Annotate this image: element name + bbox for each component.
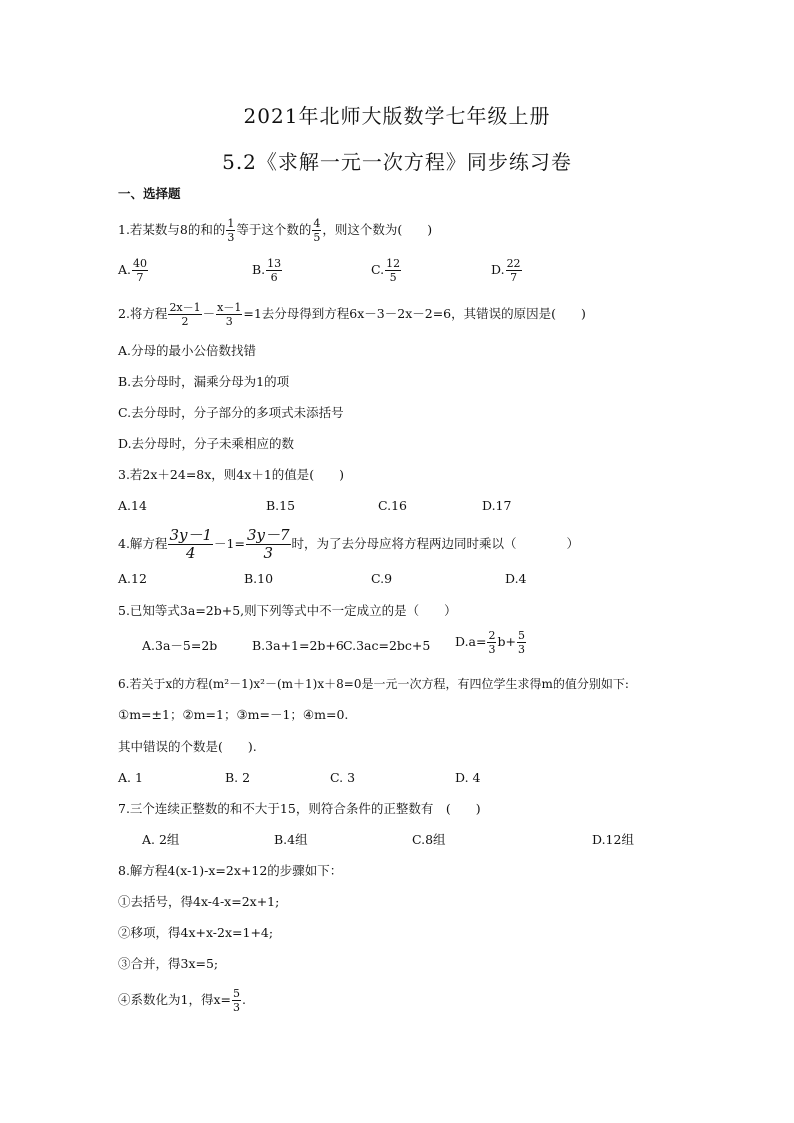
q7-option-c: C.8组 xyxy=(412,832,446,847)
q7-option-a: A. 2组 xyxy=(142,832,180,847)
fraction: $\frac{3y-1}{4}$ xyxy=(169,526,212,562)
fraction: $\frac{4}{5}$ xyxy=(313,217,321,244)
fraction: $\frac{x-1}{3}$ xyxy=(217,301,242,328)
q2-option-d: D.去分母时，分子未乘相应的数 xyxy=(118,436,295,451)
q7-option-b: B.4组 xyxy=(274,832,308,847)
title-main: 2021年北师大版数学七年级上册 xyxy=(243,104,551,128)
question-5: 5.已知等式3a=2b+5,则下列等式中不一定成立的是（ ） xyxy=(118,603,457,618)
q7-option-d: D.12组 xyxy=(592,832,634,847)
q6-line-2: ①m=±1；②m=1；③m=－1；④m=0. xyxy=(118,707,349,722)
question-4: 4.解方程 $\frac{3y-1}{4}$ －1= $\frac{3y-7}{3}$ 时，为了去分母应将方程两边同时乘以（ ） xyxy=(118,526,580,562)
q6-line-3: 其中错误的个数是( ). xyxy=(118,739,257,754)
question-7: 7.三个连续正整数的和不大于15，则符合条件的正整数有 ( ) xyxy=(118,801,481,816)
q2-option-c: C.去分母时，分子部分的多项式未添括号 xyxy=(118,405,344,420)
question-3: 3.若2x＋24=8x，则4x＋1的值是( ) xyxy=(118,467,345,482)
q1-option-a: A. $\frac{40}{7}$ xyxy=(118,257,148,284)
question-2: 2.将方程 $\frac{2x-1}{2}$ － $\frac{x-1}{3}$ =1去分母得到方程6x－3－2x－2=6，其错误的原因是( ) xyxy=(118,301,586,328)
q8-step-3: ③合并，得3x=5; xyxy=(118,956,219,971)
fraction: $\frac{3y-7}{3}$ xyxy=(246,526,290,562)
q6-option-b: B. 2 xyxy=(225,770,251,785)
q1-option-c: C. $\frac{12}{5}$ xyxy=(371,257,401,284)
q8-step-4: ④系数化为1，得x= $\frac{5}{3}$ . xyxy=(118,987,246,1014)
q2-option-a: A.分母的最小公倍数找错 xyxy=(118,343,257,358)
q8-step-1: ①去括号，得4x-4-x=2x+1; xyxy=(118,894,280,909)
q6-option-c: C. 3 xyxy=(330,770,356,785)
fraction: $\frac{5}{3}$ xyxy=(232,987,240,1014)
q5-option-b: B.3a+1=2b+6 xyxy=(252,638,344,653)
question-8: 8.解方程4(x-1)-x=2x+12的步骤如下： xyxy=(118,863,343,878)
q4-option-d: D.4 xyxy=(505,571,527,586)
q1-option-b: B. $\frac{13}{6}$ xyxy=(252,257,282,284)
section-heading: 一、选择题 xyxy=(118,186,181,201)
q3-option-c: C.16 xyxy=(378,498,407,513)
question-1: 1.若某数与8的和的 $\frac{1}{3}$ 等于这个数的 $\frac{4}{5}$ ，则这个数为( ) xyxy=(118,217,433,244)
q4-option-a: A.12 xyxy=(118,571,147,586)
fraction: $\frac{2x-1}{2}$ xyxy=(169,301,201,328)
q4-option-b: B.10 xyxy=(244,571,274,586)
q1-option-d: D. $\frac{22}{7}$ xyxy=(491,257,521,284)
q3-option-d: D.17 xyxy=(482,498,512,513)
question-6: 6.若关于x的方程(m²－1)x²－(m＋1)x＋8=0是一元一次方程，有四位学生求得m的值分别如下: xyxy=(118,677,629,691)
q3-option-b: B.15 xyxy=(266,498,296,513)
q3-option-a: A.14 xyxy=(118,498,147,513)
fraction: $\frac{1}{3}$ xyxy=(227,217,235,244)
q8-step-2: ②移项，得4x+x-2x=1+4; xyxy=(118,925,274,940)
q4-option-c: C.9 xyxy=(371,571,393,586)
q5-option-c: C.3ac=2bc+5 xyxy=(343,638,431,653)
q5-option-a: A.3a－5=2b xyxy=(142,638,218,653)
q5-option-d: D.a= $\frac{2}{3}$ b+ $\frac{5}{3}$ xyxy=(455,629,525,656)
q6-option-a: A. 1 xyxy=(118,770,143,785)
title-sub: 5.2《求解一元一次方程》同步练习卷 xyxy=(222,150,572,174)
q6-option-d: D. 4 xyxy=(455,770,481,785)
q2-option-b: B.去分母时，漏乘分母为1的项 xyxy=(118,374,290,389)
